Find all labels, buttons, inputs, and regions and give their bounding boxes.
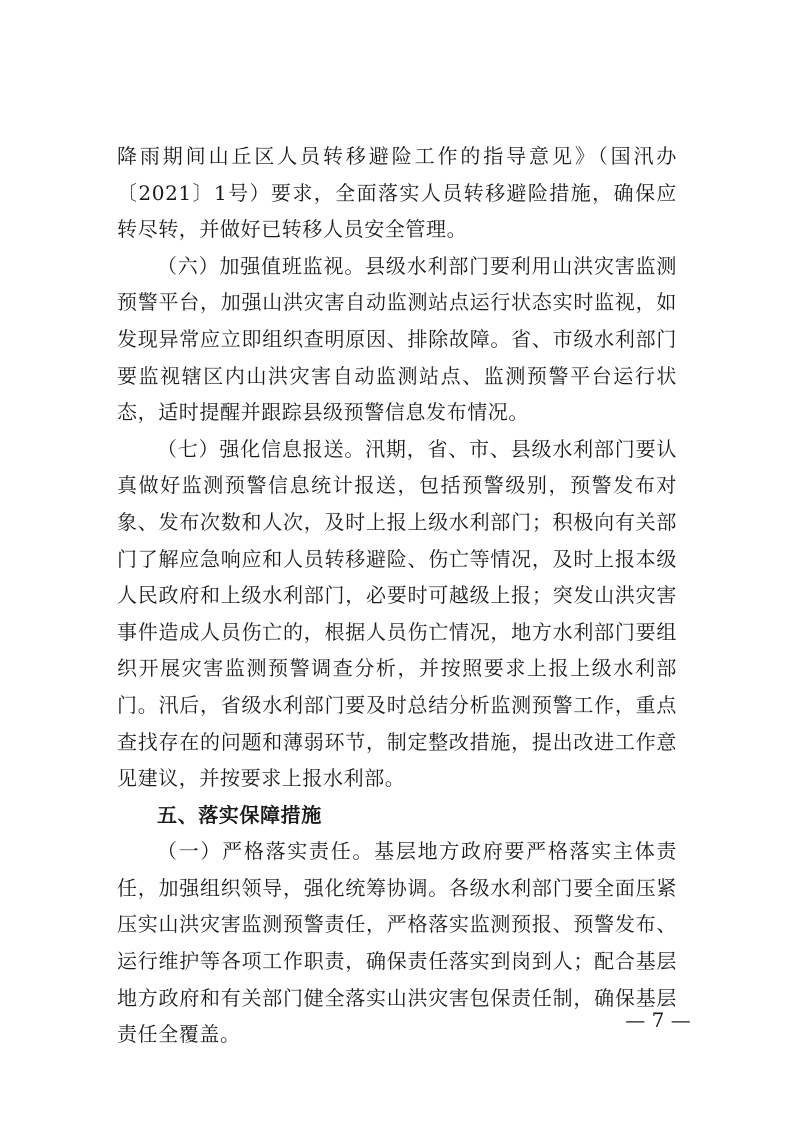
paragraph-lead: （七）强化信息报送。 [157,436,366,461]
paragraph-text: 汛期，省、市、县级水利部门要认真做好监测预警信息统计报送，包括预警级别，预警发布对象、发布次数和人次，及时上报上级水利部门；积极向有关部门了解应急响应和人员转移避险、伤亡等情况，及时上报本级人民政府和上级水利部门，必要时可越级上报；突发山洪灾害事件造成人员伤亡的，根据人员伤亡情况，地方水利部门要组织开展灾害监测预警调查分析，并按照要求上报上级水利部门。汛后，省级水利部门要及时总结分析监测预警工作，重点查找存在的问题和薄弱环节，制定整改措施，提出改进工作意见建议，并按要求上报水利部。 [117,436,678,791]
paragraph-continuation [117,138,677,248]
paragraph-lead: （六）加强值班监视。 [157,253,366,278]
paragraph-responsibility [117,833,677,1053]
paragraph-text: 基层地方政府要严格落实主体责任，加强组织领导，强化统筹协调。各级水利部门要全面压紧压实山洪灾害监测预警责任，严格落实监测预报、预警发布、运行维护等各项工作职责，确保责任落实到岗到人；配合基层地方政府和有关部门健全落实山洪灾害包保责任制，确保基层责任全覆盖。 [117,839,678,1047]
page-number: — 7 — [625,1008,691,1032]
paragraph-lead: （一）严格落实责任。 [157,839,375,864]
section-heading: 五、落实保障措施 [157,802,322,827]
paragraph-text: 降雨期间山丘区人员转移避险工作的指导意见》（国汛办〔2021〕1号）要求，全面落实人员转移避险措施，确保应转尽转，并做好已转移人员安全管理。 [117,144,677,242]
paragraph-info-reporting [117,431,677,797]
paragraph-text: 县级水利部门要利用山洪灾害监测预警平台，加强山洪灾害自动监测站点运行状态实时监视，如发现异常应立即组织查明原因、排除故障。省、市级水利部门要监视辖区内山洪灾害自动监测站点、监测预警平台运行状态，适时提醒并跟踪县级预警信息发布情况。 [117,253,678,425]
document-body [117,138,677,1053]
paragraph-duty-monitoring [117,248,677,431]
